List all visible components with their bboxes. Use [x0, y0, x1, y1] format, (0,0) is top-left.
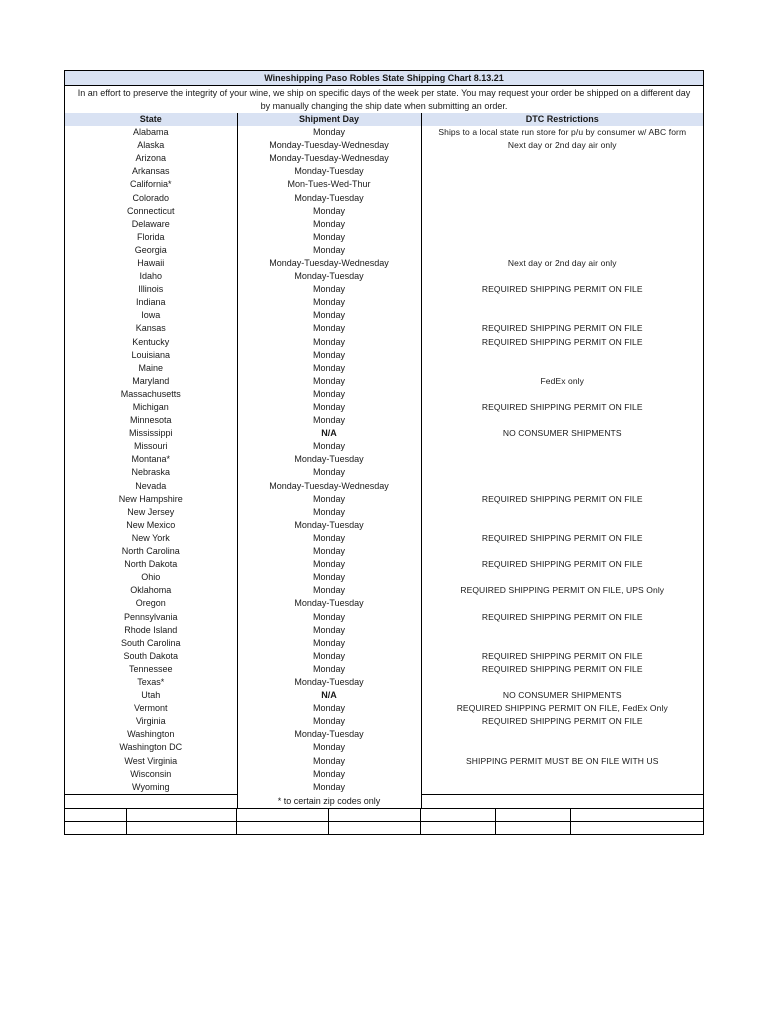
state-cell: New Mexico [65, 519, 237, 532]
shipment-day-cell: Monday [237, 283, 421, 296]
state-cell: Texas* [65, 676, 237, 689]
blank-cell [571, 809, 703, 821]
state-cell: Oregon [65, 597, 237, 610]
shipment-day-cell: Monday [237, 296, 421, 309]
shipment-day-cell: Monday-Tuesday [237, 597, 421, 610]
footnote-row [65, 794, 703, 808]
table-row [65, 702, 703, 715]
state-cell: Virginia [65, 715, 237, 728]
shipment-day-cell: Monday [237, 571, 421, 584]
footnote: * to certain zip codes only [237, 794, 421, 808]
shipment-day-cell: Monday [237, 322, 421, 335]
shipment-day-cell: N/A [237, 689, 421, 702]
state-cell: Missouri [65, 440, 237, 453]
table-row [65, 191, 703, 204]
state-cell: Utah [65, 689, 237, 702]
state-cell: Connecticut [65, 205, 237, 218]
table-row [65, 231, 703, 244]
shipment-day-cell: Monday-Tuesday-Wednesday [237, 257, 421, 270]
dtc-restriction-cell: REQUIRED SHIPPING PERMIT ON FILE [421, 663, 703, 676]
shipment-day-cell: Monday [237, 702, 421, 715]
shipment-day-cell: Monday [237, 466, 421, 479]
shipment-day-cell: Monday [237, 650, 421, 663]
shipment-day-cell: Monday [237, 637, 421, 650]
dtc-restriction-cell [421, 205, 703, 218]
blank-cell [421, 809, 496, 821]
dtc-restriction-cell: REQUIRED SHIPPING PERMIT ON FILE, UPS Only [421, 584, 703, 597]
table-row [65, 257, 703, 270]
table-row [65, 270, 703, 283]
dtc-restriction-cell: Ships to a local state run store for p/u by consumer w/ ABC form [421, 126, 703, 139]
table-row [65, 466, 703, 479]
state-cell: Montana* [65, 453, 237, 466]
shipment-day-cell: N/A [237, 427, 421, 440]
state-cell: Kansas [65, 322, 237, 335]
blank-cell [127, 809, 237, 821]
state-cell: Arizona [65, 152, 237, 165]
shipment-day-cell: Monday [237, 558, 421, 571]
shipment-day-cell: Monday [237, 244, 421, 257]
shipment-day-cell: Monday [237, 205, 421, 218]
dtc-restriction-cell: REQUIRED SHIPPING PERMIT ON FILE [421, 336, 703, 349]
dtc-restriction-cell [421, 388, 703, 401]
shipment-day-cell: Monday [237, 336, 421, 349]
shipment-day-cell: Monday [237, 584, 421, 597]
dtc-restrictions-column-header: DTC Restrictions [421, 113, 703, 126]
table-row [65, 545, 703, 558]
dtc-restriction-cell [421, 781, 703, 795]
shipment-day-cell: Monday [237, 414, 421, 427]
dtc-restriction-cell [421, 218, 703, 231]
dtc-restriction-cell [421, 165, 703, 178]
table-row [65, 597, 703, 610]
state-cell: Florida [65, 231, 237, 244]
shipment-day-cell: Monday [237, 126, 421, 139]
dtc-restriction-cell [421, 244, 703, 257]
dtc-restriction-cell [421, 506, 703, 519]
state-cell: Idaho [65, 270, 237, 283]
shipment-day-cell: Monday-Tuesday [237, 165, 421, 178]
table-row [65, 610, 703, 623]
state-cell: California* [65, 178, 237, 191]
state-cell: Georgia [65, 244, 237, 257]
table-row [65, 309, 703, 322]
dtc-restriction-cell: REQUIRED SHIPPING PERMIT ON FILE, FedEx Only [421, 702, 703, 715]
shipment-day-cell: Monday [237, 362, 421, 375]
blank-cell [237, 809, 329, 821]
state-cell: North Dakota [65, 558, 237, 571]
state-cell: Alaska [65, 139, 237, 152]
dtc-restriction-cell [421, 624, 703, 637]
blank-cell [496, 822, 571, 834]
table-row [65, 427, 703, 440]
shipment-day-cell: Monday-Tuesday [237, 728, 421, 741]
shipment-day-column-header: Shipment Day [237, 113, 421, 126]
dtc-restriction-cell: NO CONSUMER SHIPMENTS [421, 689, 703, 702]
state-cell: South Dakota [65, 650, 237, 663]
shipment-day-cell: Monday-Tuesday [237, 519, 421, 532]
table-row [65, 755, 703, 768]
table-row [65, 296, 703, 309]
table-row [65, 414, 703, 427]
table-row [65, 336, 703, 349]
dtc-restriction-cell [421, 414, 703, 427]
shipment-day-cell: Monday [237, 741, 421, 754]
dtc-restriction-cell [421, 637, 703, 650]
table-row [65, 650, 703, 663]
dtc-restriction-cell: REQUIRED SHIPPING PERMIT ON FILE [421, 610, 703, 623]
dtc-restriction-cell: REQUIRED SHIPPING PERMIT ON FILE [421, 650, 703, 663]
blank-cell [65, 822, 127, 834]
dtc-restriction-cell: REQUIRED SHIPPING PERMIT ON FILE [421, 401, 703, 414]
state-cell: Michigan [65, 401, 237, 414]
state-cell: Mississippi [65, 427, 237, 440]
dtc-restriction-cell [421, 480, 703, 493]
table-row [65, 506, 703, 519]
dtc-restriction-cell: REQUIRED SHIPPING PERMIT ON FILE [421, 715, 703, 728]
shipment-day-cell: Monday [237, 309, 421, 322]
state-cell: Rhode Island [65, 624, 237, 637]
table-row [65, 362, 703, 375]
dtc-restriction-cell: REQUIRED SHIPPING PERMIT ON FILE [421, 493, 703, 506]
blank-cell [237, 822, 329, 834]
table-row [65, 689, 703, 702]
table-row [65, 715, 703, 728]
dtc-restriction-cell [421, 349, 703, 362]
dtc-restriction-cell [421, 676, 703, 689]
dtc-restriction-cell: Next day or 2nd day air only [421, 139, 703, 152]
state-cell: Kentucky [65, 336, 237, 349]
table-row [65, 349, 703, 362]
dtc-restriction-cell [421, 519, 703, 532]
shipment-day-cell: Monday-Tuesday [237, 453, 421, 466]
chart-title: Wineshipping Paso Robles State Shipping Chart 8.13.21 [65, 71, 703, 86]
dtc-restriction-cell [421, 152, 703, 165]
table-row [65, 139, 703, 152]
state-cell: Massachusetts [65, 388, 237, 401]
shipment-day-cell: Monday [237, 781, 421, 795]
shipment-day-cell: Monday [237, 388, 421, 401]
dtc-restriction-cell: Next day or 2nd day air only [421, 257, 703, 270]
shipment-day-cell: Monday [237, 624, 421, 637]
dtc-restriction-cell [421, 545, 703, 558]
table-row [65, 728, 703, 741]
state-cell: Alabama [65, 126, 237, 139]
shipment-day-cell: Monday [237, 768, 421, 781]
shipment-day-cell: Monday [237, 375, 421, 388]
blank-row [65, 821, 703, 834]
state-cell: Iowa [65, 309, 237, 322]
table-row [65, 768, 703, 781]
blank-cell [329, 809, 421, 821]
table-row [65, 440, 703, 453]
blank-cell [421, 822, 496, 834]
shipment-day-cell: Monday [237, 532, 421, 545]
table-row [65, 637, 703, 650]
shipment-day-cell: Monday [237, 493, 421, 506]
state-cell: New York [65, 532, 237, 545]
table-row [65, 532, 703, 545]
dtc-restriction-cell [421, 191, 703, 204]
table-row [65, 388, 703, 401]
shipment-day-cell: Monday [237, 218, 421, 231]
state-column-header: State [65, 113, 237, 126]
dtc-restriction-cell [421, 453, 703, 466]
state-cell: Delaware [65, 218, 237, 231]
dtc-restriction-cell: NO CONSUMER SHIPMENTS [421, 427, 703, 440]
table-row [65, 676, 703, 689]
shipment-day-cell: Monday [237, 663, 421, 676]
state-cell: Maine [65, 362, 237, 375]
table-row [65, 453, 703, 466]
footnote-empty-cell [421, 794, 703, 808]
table-row [65, 322, 703, 335]
dtc-restriction-cell [421, 768, 703, 781]
table-row [65, 165, 703, 178]
dtc-restriction-cell: REQUIRED SHIPPING PERMIT ON FILE [421, 532, 703, 545]
dtc-restriction-cell [421, 309, 703, 322]
table-row [65, 205, 703, 218]
state-cell: South Carolina [65, 637, 237, 650]
table-row [65, 519, 703, 532]
state-cell: Ohio [65, 571, 237, 584]
shipment-day-cell: Monday-Tuesday [237, 270, 421, 283]
dtc-restriction-cell: REQUIRED SHIPPING PERMIT ON FILE [421, 322, 703, 335]
table-row [65, 663, 703, 676]
state-cell: Louisiana [65, 349, 237, 362]
state-cell: Wisconsin [65, 768, 237, 781]
blank-cell [571, 822, 703, 834]
state-cell: New Hampshire [65, 493, 237, 506]
dtc-restriction-cell [421, 270, 703, 283]
blank-cell [496, 809, 571, 821]
dtc-restriction-cell [421, 597, 703, 610]
dtc-restriction-cell: REQUIRED SHIPPING PERMIT ON FILE [421, 558, 703, 571]
shipment-day-cell: Monday [237, 545, 421, 558]
shipment-day-cell: Monday [237, 715, 421, 728]
dtc-restriction-cell: SHIPPING PERMIT MUST BE ON FILE WITH US [421, 755, 703, 768]
dtc-restriction-cell [421, 296, 703, 309]
shipment-day-cell: Monday-Tuesday-Wednesday [237, 139, 421, 152]
shipment-day-cell: Monday [237, 610, 421, 623]
dtc-restriction-cell [421, 466, 703, 479]
shipment-day-cell: Monday-Tuesday [237, 676, 421, 689]
table-row [65, 375, 703, 388]
table-row [65, 283, 703, 296]
table-row [65, 493, 703, 506]
shipment-day-cell: Monday [237, 755, 421, 768]
table-row [65, 741, 703, 754]
state-cell: Minnesota [65, 414, 237, 427]
shipping-table [65, 113, 703, 808]
shipment-day-cell: Monday-Tuesday-Wednesday [237, 480, 421, 493]
state-cell: Washington [65, 728, 237, 741]
blank-cell [329, 822, 421, 834]
footnote-empty-cell [65, 794, 237, 808]
blank-row [65, 808, 703, 821]
header-row [65, 113, 703, 126]
table-row [65, 152, 703, 165]
state-cell: Maryland [65, 375, 237, 388]
dtc-restriction-cell: REQUIRED SHIPPING PERMIT ON FILE [421, 283, 703, 296]
state-cell: Indiana [65, 296, 237, 309]
dtc-restriction-cell [421, 741, 703, 754]
blank-cell [65, 809, 127, 821]
table-row [65, 624, 703, 637]
table-row [65, 558, 703, 571]
dtc-restriction-cell [421, 231, 703, 244]
state-cell: Illinois [65, 283, 237, 296]
shipment-day-cell: Monday [237, 231, 421, 244]
state-cell: Nebraska [65, 466, 237, 479]
dtc-restriction-cell [421, 728, 703, 741]
dtc-restriction-cell [421, 571, 703, 584]
dtc-restriction-cell [421, 178, 703, 191]
table-row [65, 480, 703, 493]
state-cell: Pennsylvania [65, 610, 237, 623]
state-cell: Arkansas [65, 165, 237, 178]
table-row [65, 178, 703, 191]
intro-text: In an effort to preserve the integrity of your wine, we ship on specific days of the week per state. You may request your order be shipped on a different day by manually changing the ship date when submitting an order. [77, 88, 691, 111]
state-cell: Nevada [65, 480, 237, 493]
state-cell: Hawaii [65, 257, 237, 270]
shipment-day-cell: Monday [237, 440, 421, 453]
table-row [65, 584, 703, 597]
state-cell: Oklahoma [65, 584, 237, 597]
shipment-day-cell: Monday-Tuesday-Wednesday [237, 152, 421, 165]
dtc-restriction-cell [421, 362, 703, 375]
shipment-day-cell: Mon-Tues-Wed-Thur [237, 178, 421, 191]
shipment-day-cell: Monday [237, 349, 421, 362]
state-cell: Tennessee [65, 663, 237, 676]
table-row [65, 244, 703, 257]
state-cell: Washington DC [65, 741, 237, 754]
shipment-day-cell: Monday [237, 401, 421, 414]
dtc-restriction-cell [421, 440, 703, 453]
state-cell: Colorado [65, 191, 237, 204]
state-cell: Wyoming [65, 781, 237, 795]
table-row [65, 401, 703, 414]
shipping-chart [64, 70, 704, 835]
table-row [65, 571, 703, 584]
table-row [65, 781, 703, 795]
state-cell: New Jersey [65, 506, 237, 519]
state-cell: West Virginia [65, 755, 237, 768]
state-cell: North Carolina [65, 545, 237, 558]
dtc-restriction-cell: FedEx only [421, 375, 703, 388]
table-row [65, 126, 703, 139]
blank-cell [127, 822, 237, 834]
table-row [65, 218, 703, 231]
shipment-day-cell: Monday [237, 506, 421, 519]
state-cell: Vermont [65, 702, 237, 715]
shipment-day-cell: Monday-Tuesday [237, 191, 421, 204]
